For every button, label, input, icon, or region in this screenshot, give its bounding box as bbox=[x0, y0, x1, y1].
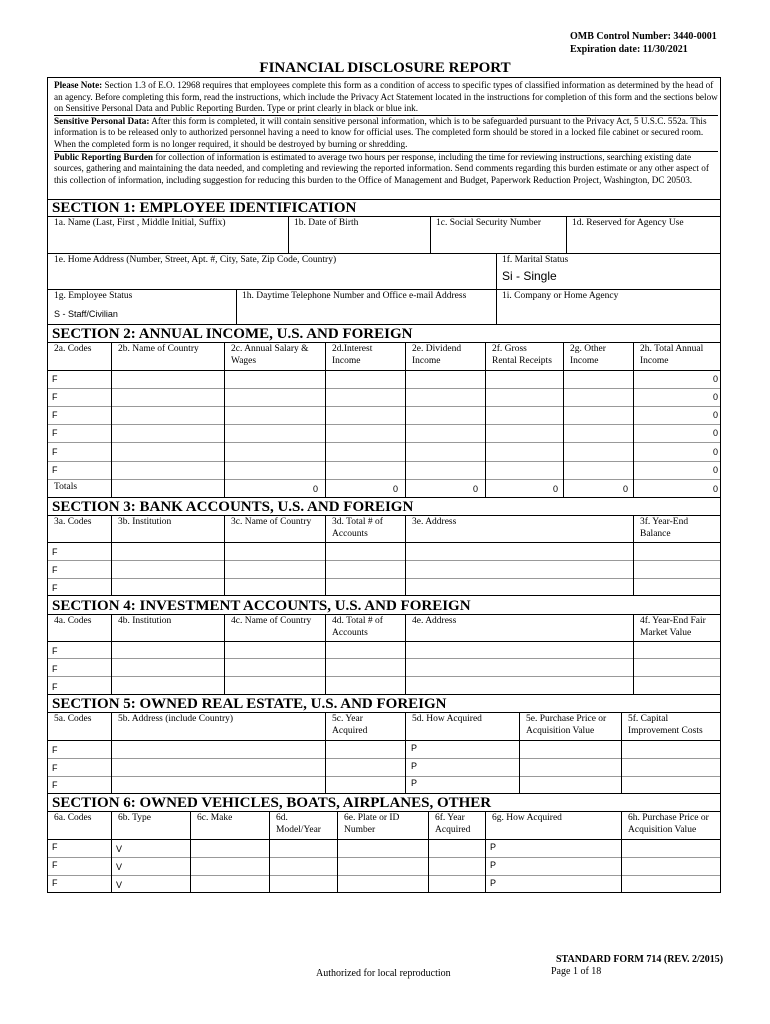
s2-row-total: 0 bbox=[712, 410, 718, 420]
page-title: FINANCIAL DISCLOSURE REPORT bbox=[259, 60, 511, 76]
col-6h-price: 6h. Purchase Price or Acquisition Value bbox=[628, 813, 709, 835]
col-2d-interest: 2d.Interest Income bbox=[332, 344, 373, 366]
col-5c-year: 5c. Year Acquired bbox=[332, 714, 368, 736]
col-4d-accounts: 4d. Total # of Accounts bbox=[332, 616, 383, 638]
col-2h-total: 2h. Total Annual Income bbox=[640, 344, 704, 366]
s2-row-code[interactable]: F bbox=[52, 410, 58, 420]
col-6b-type: 6b. Type bbox=[118, 813, 151, 823]
field-1a-name[interactable]: 1a. Name (Last, First , Middle Initial, Suffix) bbox=[54, 218, 226, 228]
field-1g-employee-status: 1g. Employee Status bbox=[54, 291, 133, 301]
burden-text: for collection of information is estimated to average two hours per response, including the time for reviewing instructions, searching existing date sources, gathering and maintaining the data needed, and completing and reviewing the reported information. Send comments regarding this burden estimate or any other aspect of this collection of information, including suggestion for reducing this burden to the Office of Management and Budget, Paperwork Reduction Project, Washington, DC 20503. bbox=[54, 151, 709, 185]
field-1b-date-of-birth[interactable]: 1b. Date of Birth bbox=[294, 218, 359, 228]
page-number: Page 1 of 18 bbox=[551, 966, 602, 977]
col-2g-other: 2g. Other Income bbox=[570, 344, 606, 366]
total-annual: 0 bbox=[712, 484, 718, 494]
s6-row-code[interactable]: F bbox=[52, 878, 58, 888]
s4-row-code[interactable]: F bbox=[52, 664, 58, 674]
s6-row-type[interactable]: V bbox=[116, 844, 123, 854]
col-3b-institution: 3b. Institution bbox=[118, 517, 172, 527]
please-note bbox=[54, 80, 718, 115]
s6-row-code[interactable]: F bbox=[52, 860, 58, 870]
please-note-label: Please Note: bbox=[54, 80, 103, 90]
marital-status-select[interactable]: Si - Single bbox=[502, 269, 557, 283]
section3-title: SECTION 3: BANK ACCOUNTS, U.S. AND FOREIGN bbox=[52, 499, 414, 515]
col-2c-salary: 2c. Annual Salary & Wages bbox=[231, 344, 309, 366]
s6-row-type[interactable]: V bbox=[116, 862, 123, 872]
section2-title: SECTION 2: ANNUAL INCOME, U.S. AND FOREIGN bbox=[52, 326, 413, 342]
section5-title: SECTION 5: OWNED REAL ESTATE, U.S. AND FOREIGN bbox=[52, 696, 447, 712]
col-5b-address: 5b. Address (include Country) bbox=[118, 714, 234, 724]
s2-row-total: 0 bbox=[712, 465, 718, 475]
col-2e-dividend: 2e. Dividend Income bbox=[412, 344, 462, 366]
s6-row-how[interactable]: P bbox=[490, 860, 497, 870]
s2-row-code[interactable]: F bbox=[52, 447, 58, 457]
section4-title: SECTION 4: INVESTMENT ACCOUNTS, U.S. AND FOREIGN bbox=[52, 598, 471, 614]
form-number: STANDARD FORM 714 (REV. 2/2015) bbox=[556, 954, 724, 965]
total-interest: 0 bbox=[392, 484, 398, 494]
s2-row-total: 0 bbox=[712, 374, 718, 384]
s6-row-code[interactable]: F bbox=[52, 842, 58, 852]
disclosure-form bbox=[47, 77, 721, 893]
field-1e-home-address[interactable]: 1e. Home Address (Number, Street, Apt. #, City, Sate, Zip Code, Country) bbox=[54, 255, 337, 265]
col-5f-improvement: 5f. Capital Improvement Costs bbox=[628, 714, 703, 736]
sensitive-text: After this form is completed, it will contain sensitive personal information, which is to be safeguarded pursuant to the Privacy Act, 5 U.S.C. 552a. This information is to be released only to authorized personnel having a need to know for official uses. The completed form should be stored in a locked file cabinet or secured room. When the completed form is no longer required, it should be destroyed by burning or shredding. bbox=[54, 115, 707, 149]
authorized-reproduction: Authorized for local reproduction bbox=[316, 968, 451, 979]
field-1h-phone-email[interactable]: 1h. Daytime Telephone Number and Office e-mail Address bbox=[242, 291, 467, 301]
please-note-text: Section 1.3 of E.O. 12968 requires that employees complete this form as a condition of access to specific types of classified information as determined by the head of an agency. Before completing this form, read the instructions, which include the Privacy Act Statement located in the instructions for completion of this form and the sections below on Sensitive Personal Data and Public Reporting Burden. Type or print clearly in black or blue ink. bbox=[54, 80, 718, 114]
col-6c-make: 6c. Make bbox=[197, 813, 233, 823]
col-4e-address: 4e. Address bbox=[412, 616, 457, 626]
col-4a-codes: 4a. Codes bbox=[54, 616, 92, 626]
s3-row-code[interactable]: F bbox=[52, 583, 58, 593]
col-6d-model-year: 6d. Model/Year bbox=[276, 813, 321, 835]
field-1i-company[interactable]: 1i. Company or Home Agency bbox=[502, 291, 619, 301]
s2-row-code[interactable]: F bbox=[52, 392, 58, 402]
total-dividend: 0 bbox=[472, 484, 478, 494]
col-3d-accounts: 3d. Total # of Accounts bbox=[332, 517, 383, 539]
omb-control-number bbox=[570, 30, 717, 56]
burden-label: Public Reporting Burden bbox=[54, 151, 154, 162]
col-4f-market-value: 4f. Year-End Fair Market Value bbox=[640, 616, 706, 638]
s5-row-code[interactable]: F bbox=[52, 763, 58, 773]
col-5a-codes: 5a. Codes bbox=[54, 714, 92, 724]
employee-status-select[interactable]: S - Staff/Civilian bbox=[54, 309, 118, 319]
total-other: 0 bbox=[622, 484, 628, 494]
s2-row-total: 0 bbox=[712, 447, 718, 457]
s5-row-how[interactable]: P bbox=[411, 761, 418, 771]
col-6g-how-acquired: 6g. How Acquired bbox=[492, 813, 562, 823]
field-1d-agency-use[interactable]: 1d. Reserved for Agency Use bbox=[572, 218, 684, 228]
s2-row-total: 0 bbox=[712, 428, 718, 438]
col-6a-codes: 6a. Codes bbox=[54, 813, 92, 823]
s3-row-code[interactable]: F bbox=[52, 565, 58, 575]
s2-row-total: 0 bbox=[712, 392, 718, 402]
col-3f-balance: 3f. Year-End Balance bbox=[640, 517, 689, 539]
field-1c-ssn[interactable]: 1c. Social Security Number bbox=[436, 218, 542, 228]
s2-row-code[interactable]: F bbox=[52, 374, 58, 384]
s2-row-code[interactable]: F bbox=[52, 428, 58, 438]
sensitive-data-note bbox=[54, 115, 718, 151]
s6-row-type[interactable]: V bbox=[116, 880, 123, 890]
col-5e-price: 5e. Purchase Price or Acquisition Value bbox=[526, 714, 607, 736]
totals-label: Totals bbox=[54, 482, 78, 492]
col-2f-rental: 2f. Gross Rental Receipts bbox=[492, 344, 552, 366]
col-2a-codes: 2a. Codes bbox=[54, 344, 92, 354]
reporting-burden-note bbox=[54, 151, 718, 187]
col-4c-country: 4c. Name of Country bbox=[231, 616, 312, 626]
form-notes bbox=[54, 80, 718, 186]
section1-title: SECTION 1: EMPLOYEE IDENTIFICATION bbox=[52, 200, 357, 216]
col-2b-country: 2b. Name of Country bbox=[118, 344, 199, 354]
expiration-date: Expiration date: 11/30/2021 bbox=[570, 44, 688, 55]
col-3c-country: 3c. Name of Country bbox=[231, 517, 312, 527]
total-rental: 0 bbox=[552, 484, 558, 494]
s4-row-code[interactable]: F bbox=[52, 682, 58, 692]
col-4b-institution: 4b. Institution bbox=[118, 616, 172, 626]
s4-row-code[interactable]: F bbox=[52, 646, 58, 656]
total-salary: 0 bbox=[312, 484, 318, 494]
field-1f-marital-status: 1f. Marital Status bbox=[502, 255, 569, 265]
col-5d-how-acquired: 5d. How Acquired bbox=[412, 714, 482, 724]
s6-row-how[interactable]: P bbox=[490, 878, 497, 888]
section6-title: SECTION 6: OWNED VEHICLES, BOATS, AIRPLANES, OTHER bbox=[52, 795, 492, 811]
col-3e-address: 3e. Address bbox=[412, 517, 457, 527]
col-6e-plate: 6e. Plate or ID Number bbox=[344, 813, 400, 835]
col-6f-year: 6f. Year Acquired bbox=[435, 813, 471, 835]
s3-row-code[interactable]: F bbox=[52, 547, 58, 557]
s5-row-how[interactable]: P bbox=[411, 778, 418, 788]
s2-row-code[interactable]: F bbox=[52, 465, 58, 475]
col-3a-codes: 3a. Codes bbox=[54, 517, 92, 527]
s5-row-how[interactable]: P bbox=[411, 743, 418, 753]
s5-row-code[interactable]: F bbox=[52, 780, 58, 790]
sensitive-label: Sensitive Personal Data: bbox=[54, 115, 150, 126]
omb-number: OMB Control Number: 3440-0001 bbox=[570, 31, 717, 42]
s6-row-how[interactable]: P bbox=[490, 842, 497, 852]
s5-row-code[interactable]: F bbox=[52, 745, 58, 755]
